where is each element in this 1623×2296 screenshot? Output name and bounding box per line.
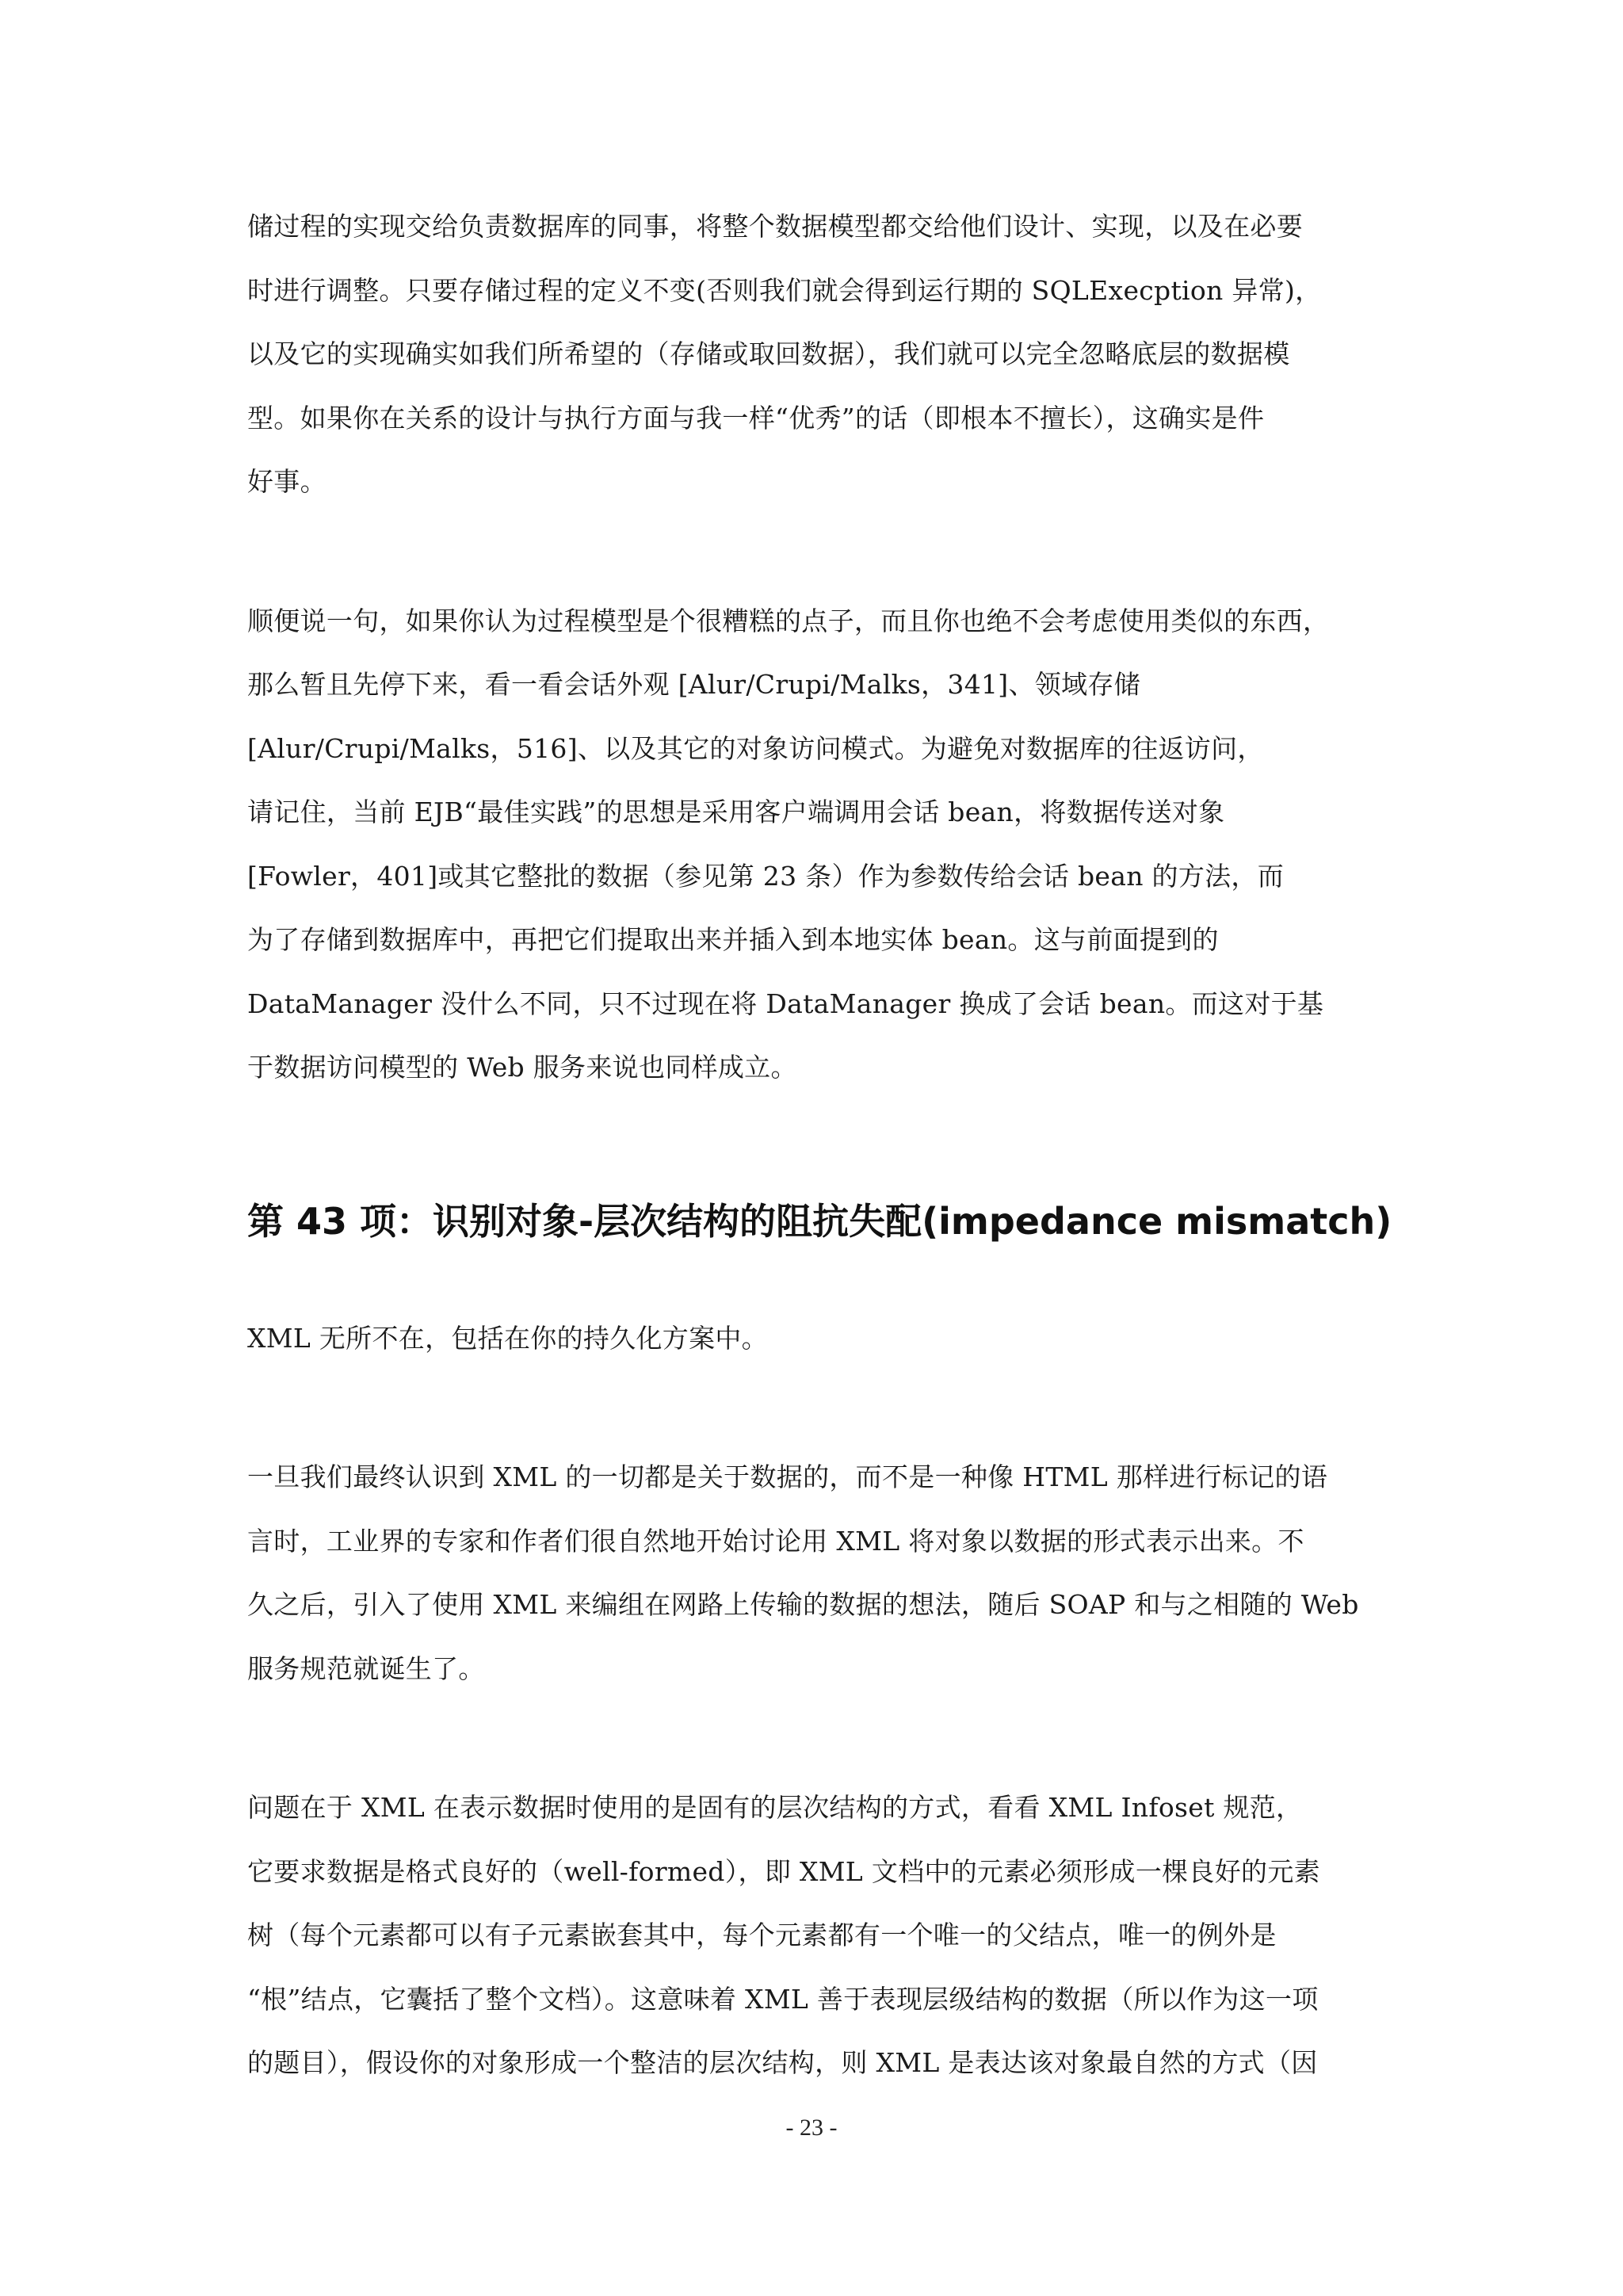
page-number: - 23 -: [785, 2115, 838, 2141]
page-content: [247, 195, 1392, 2095]
text-line: 它要求数据是格式良好的（well-formed），即 XML 文档中的元素必须形成一棵良好的元素: [247, 1855, 1320, 1887]
text-line: 请记住，当前 EJB“最佳实践”的思想是采用客户端调用会话 bean，将数据传送对象: [247, 797, 1225, 827]
text-line: 以及它的实现确实如我们所希望的（存储或取回数据），我们就可以完全忽略底层的数据模: [247, 338, 1290, 369]
text-line: 于数据访问模型的 Web 服务来说也同样成立。: [247, 1052, 797, 1083]
heading-spacer: [247, 1249, 1379, 1307]
text-line: 问题在于 XML 在表示数据时使用的是固有的层次结构的方式，看看 XML Infoset 规范，: [247, 1792, 1303, 1823]
text-line: 一旦我们最终认识到 XML 的一切都是关于数据的，而不是一种像 HTML 那样进行标记的语: [247, 1461, 1328, 1492]
text-line: 久之后，引入了使用 XML 来编组在网路上传输的数据的想法，随后 SOAP 和与之相随的 Web: [247, 1589, 1359, 1620]
paragraph-spacer: [247, 1701, 1379, 1776]
text-line: 言时，工业界的专家和作者们很自然地开始讨论用 XML 将对象以数据的形式表示出来。不: [247, 1525, 1304, 1557]
section-spacer: [247, 1100, 1379, 1194]
text-line: [Alur/Crupi/Malks，516]、以及其它的对象访问模式。为避免对数据库的往返访问，: [247, 732, 1264, 764]
paragraph-xml-data: [247, 1446, 1379, 1701]
paragraph-spacer: [247, 1370, 1379, 1446]
text-line: 顺便说一句，如果你认为过程模型是个很糟糕的点子，而且你也绝不会考虑使用类似的东西，: [247, 605, 1330, 636]
text-line: 的题目），假设你的对象形成一个整洁的层次结构，则 XML 是表达该对象最自然的方式（因: [247, 2047, 1318, 2078]
text-line: 树（每个元素都可以有子元素嵌套其中，每个元素都有一个唯一的父结点，唯一的例外是: [247, 1920, 1277, 1950]
text-line: “根”结点，它囊括了整个文档）。这意味着 XML 善于表现层级结构的数据（所以作为这一项: [247, 1983, 1319, 2015]
text-line: 时进行调整。只要存储过程的定义不变(否则我们就会得到运行期的 SQLExecption 异常)，: [247, 274, 1322, 306]
text-line: 储过程的实现交给负责数据库的同事，将整个数据模型都交给他们设计、实现，以及在必要: [247, 211, 1303, 242]
text-line: 好事。: [247, 466, 327, 497]
section-heading: 第 43 项：识别对象-层次结构的阻抗失配(impedance mismatch): [247, 1199, 1392, 1243]
text-line: 为了存储到数据库中，再把它们提取出来并插入到本地实体 bean。这与前面提到的: [247, 924, 1219, 955]
text-line: 型。如果你在关系的设计与执行方面与我一样“优秀”的话（即根本不擅长），这确实是件: [247, 402, 1265, 434]
paragraph-hierarchy-problem: [247, 1776, 1379, 2095]
paragraph-stored-procedures: [247, 195, 1379, 514]
text-line: 服务规范就诞生了。: [247, 1652, 485, 1684]
text-line: DataManager 没什么不同，只不过现在将 DataManager 换成了会话 bean。而这对于基: [247, 988, 1324, 1019]
paragraph-xml-everywhere: [247, 1307, 1379, 1371]
text-line: XML 无所不在，包括在你的持久化方案中。: [247, 1322, 768, 1354]
paragraph-procedural-model: [247, 590, 1379, 1100]
paragraph-spacer: [247, 514, 1379, 590]
text-line: 那么暂且先停下来，看一看会话外观 [Alur/Crupi/Malks，341]、领域存储: [247, 669, 1140, 700]
text-line: [Fowler，401]或其它整批的数据（参见第 23 条）作为参数传给会话 bean 的方法，而: [247, 860, 1285, 892]
